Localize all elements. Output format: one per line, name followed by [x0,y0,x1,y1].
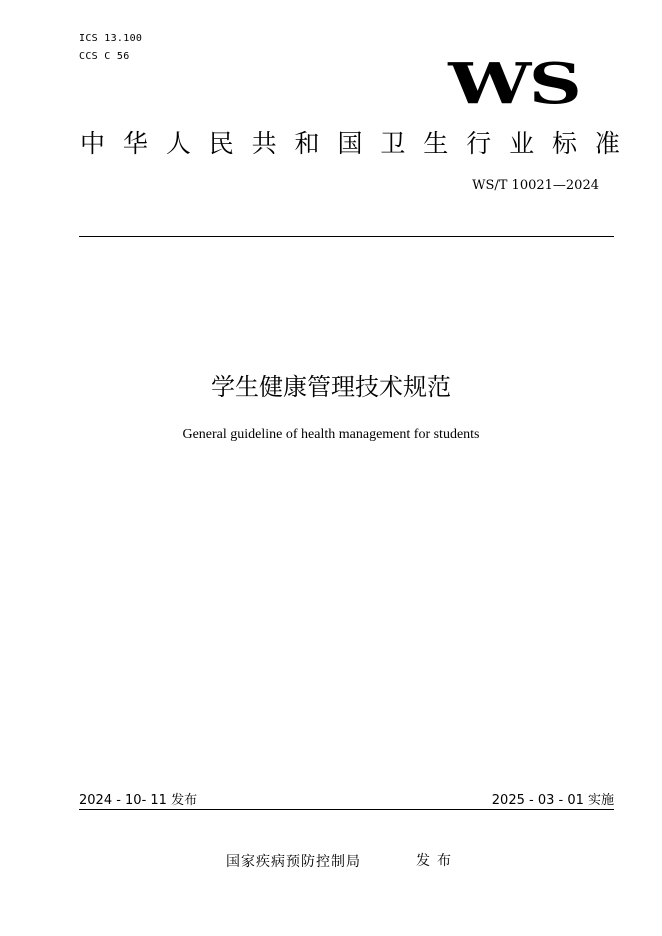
standard-number: WS/T 10021—2024 [472,178,599,193]
issue-date: 2024 - 10- 11 发布 [79,793,198,808]
standard-category-char: 中 [80,129,106,158]
document-title-chinese: 学生健康管理技术规范 [211,373,451,401]
ws-logo: WS [447,51,579,117]
standard-category-char: 华 [122,129,148,158]
top-divider [79,236,614,237]
issuing-authority: 国家疾病预防控制局 [226,854,361,870]
standard-category-char: 行 [466,129,492,158]
bottom-divider [79,809,614,810]
standard-category-char: 生 [423,129,449,158]
standard-category-char: 和 [294,129,320,158]
standard-category-char: 准 [594,129,620,158]
implementation-date: 2025 - 03 - 01 实施 [491,793,614,808]
document-title-english: General guideline of health management for students [182,427,480,442]
standard-category-char: 共 [251,129,277,158]
ccs-code: CCS C 56 [79,51,130,62]
standard-category-char: 人 [165,129,191,158]
publish-label: 发布 [416,853,458,869]
ics-code: ICS 13.100 [79,33,143,44]
standard-category-title [80,128,620,160]
standard-category-char: 业 [509,129,535,158]
standard-category-char: 民 [208,129,234,158]
standard-category-char: 卫 [380,129,406,158]
standard-category-char: 标 [551,129,577,158]
standard-category-char: 国 [337,129,363,158]
